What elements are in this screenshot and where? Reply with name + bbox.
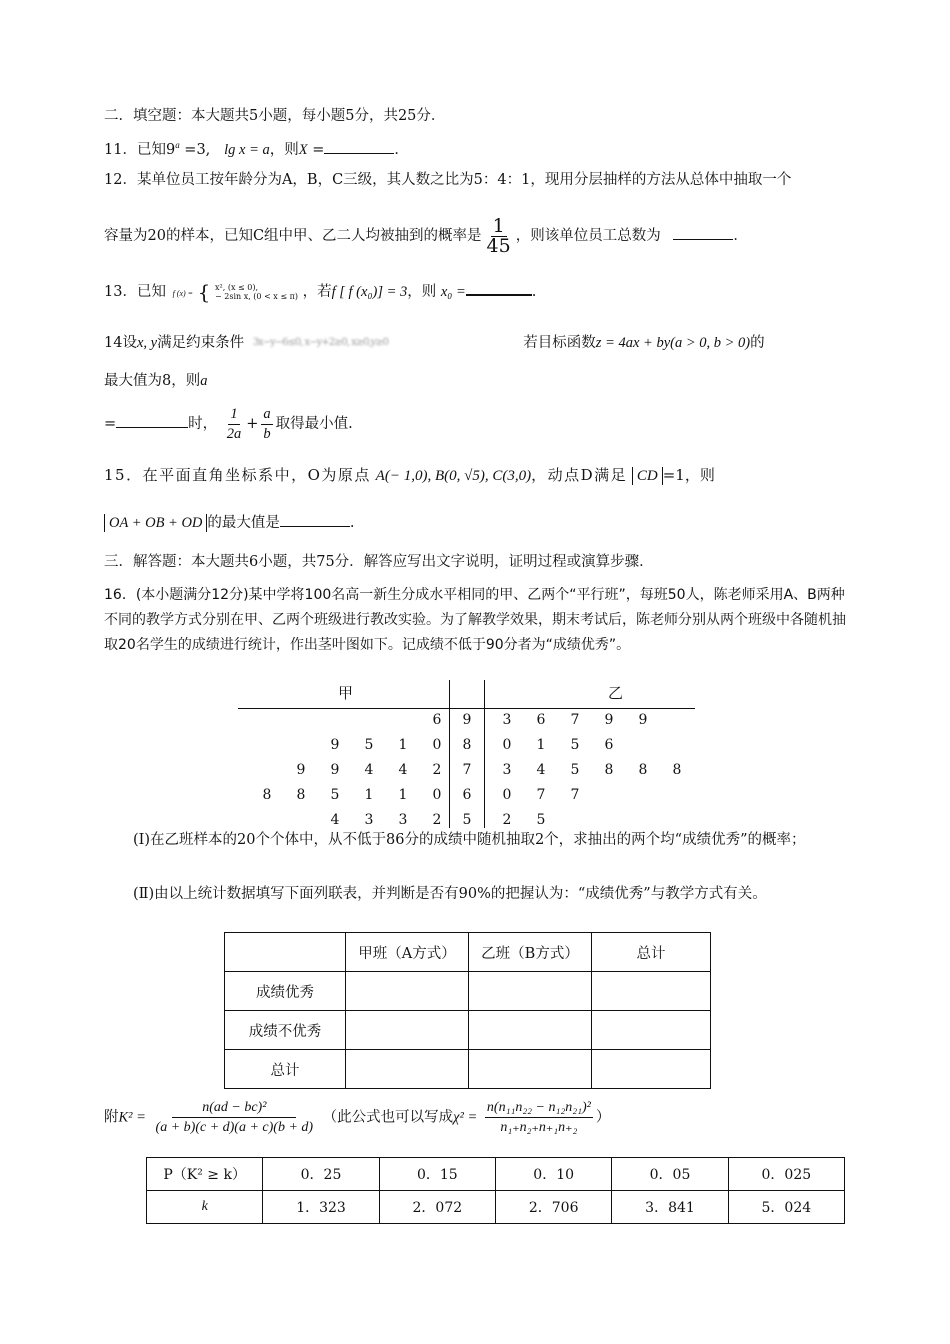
- leaf-left: 4: [330, 812, 340, 828]
- leaf-left: 8: [296, 787, 306, 803]
- question-13: 13．已知 f (x) = { x², (x ≤ 0), − 2sin x, (0 < x ≤ π) ，若f [ f (x₀)] = 3，则 x₀ = .: [104, 280, 537, 304]
- stem-value: 8: [462, 737, 472, 753]
- leaf-right: 0: [502, 737, 512, 753]
- leaf-right: 4: [536, 762, 546, 778]
- leaf-left: 5: [330, 787, 340, 803]
- answer-blank[interactable]: [280, 512, 350, 527]
- part-1: (Ⅰ)在乙班样本的20个个体中，从不低于86分的成绩中随机抽取2个，求抽出的两个均“成绩优秀”的概率；: [133, 832, 806, 848]
- leaf-left: 1: [364, 787, 374, 803]
- leaf-right: 6: [604, 737, 614, 753]
- leaf-right: 7: [570, 787, 580, 803]
- table-cell[interactable]: [469, 1050, 592, 1089]
- leaf-right: 2: [502, 812, 512, 828]
- leaf-right: 5: [536, 812, 546, 828]
- question-11: 11．已知9$^a$ =3, lg x = a，则X = ．: [104, 140, 409, 158]
- answer-blank[interactable]: [673, 225, 733, 240]
- question-12-line2: 容量为20的样本，已知C组中甲、乙二人均被抽到的概率是 $\frac{1}{45}$ ，则该单位员工总数为 ．: [104, 214, 748, 257]
- leaf-left: 1: [398, 737, 408, 753]
- leaf-left: 8: [262, 787, 272, 803]
- critical-value-table: P（K² ≥ k） 0．25 0．15 0．10 0．05 0．025 k 1．323 2．072 2．706 3．841 5．024: [146, 1157, 845, 1224]
- leaf-left: 9: [296, 762, 306, 778]
- table-cell[interactable]: [592, 1050, 711, 1089]
- table-cell[interactable]: [346, 972, 469, 1011]
- leaf-left: 5: [364, 737, 374, 753]
- answer-blank[interactable]: [116, 413, 188, 428]
- answer-blank[interactable]: [466, 280, 532, 296]
- leaf-left: 6: [432, 712, 442, 728]
- question-14-line3: = 时， $\frac{1}{2a}$ + $\frac{a}{b}$ 取得最小值.: [104, 405, 353, 442]
- table-cell[interactable]: [592, 972, 711, 1011]
- leaf-left: 0: [432, 737, 442, 753]
- leaf-right: 6: [536, 712, 546, 728]
- part-2: (Ⅱ)由以上统计数据填写下面列联表，并判断是否有90%的把握认为：“成绩优秀”与教学方式有关。: [133, 886, 767, 902]
- table-cell[interactable]: [592, 1011, 711, 1050]
- leaf-right: 7: [536, 787, 546, 803]
- table-cell[interactable]: [346, 1011, 469, 1050]
- leaf-right: 8: [672, 762, 682, 778]
- stem-value: 6: [462, 787, 472, 803]
- leaf-right: 0: [502, 787, 512, 803]
- leaf-right: 5: [570, 762, 580, 778]
- section3-heading: 三．解答题：本大题共6小题，共75分．解答应写出文字说明，证明过程或演算步骤．: [104, 554, 654, 570]
- stem-rule: [238, 708, 695, 709]
- leaf-left: 3: [364, 812, 374, 828]
- question-12-line1: 12．某单位员工按年龄分为A，B，C三级，其人数之比为5：4：1，现用分层抽样的方法从总体中抽取一个: [104, 172, 792, 188]
- stem-divider-left: [449, 680, 450, 828]
- contingency-table: 甲班（A方式） 乙班（B方式） 总计 成绩优秀 成绩不优秀 总计: [224, 932, 711, 1089]
- leaf-left: 2: [432, 762, 442, 778]
- leaf-left: 4: [364, 762, 374, 778]
- question-16-text: 16．(本小题满分12分)某中学将100名高一新生分成水平相同的甲、乙两个“平行班”，每班50人，陈老师采用A、B两种不同的教学方式分别在甲、乙两个班级进行教改实验。为了解教学效果，期末考试后，陈老师分别从两个班级中各随机抽取20名学生的成绩进行统计，作出茎叶图如下。记成绩不低于90分者为“成绩优秀”。: [104, 587, 846, 653]
- section2-heading: 二．填空题：本大题共5小题，每小题5分，共25分．: [104, 108, 446, 124]
- leaf-left: 9: [330, 762, 340, 778]
- stem-left-label: 甲: [338, 684, 354, 702]
- question-14-line2: 最大值为8，则a: [104, 373, 208, 389]
- stem-value: 5: [462, 812, 472, 828]
- table-cell[interactable]: [469, 1011, 592, 1050]
- constraint-system: 3x−y−6≤0, x−y+2≥0, x≥0,y≥0: [252, 337, 389, 348]
- leaf-left: 9: [330, 737, 340, 753]
- leaf-right: 3: [502, 762, 512, 778]
- leaf-right: 9: [604, 712, 614, 728]
- leaf-right: 9: [638, 712, 648, 728]
- answer-blank[interactable]: [324, 139, 394, 154]
- table-cell[interactable]: [346, 1050, 469, 1089]
- stem-value: 9: [462, 712, 472, 728]
- leaf-right: 1: [536, 737, 546, 753]
- leaf-right: 3: [502, 712, 512, 728]
- table-cell[interactable]: [469, 972, 592, 1011]
- leaf-left: 3: [398, 812, 408, 828]
- formula: 附K² = $\frac{\text{n(ad − bc)²}}{(a + b)(c + d)(a + c)(b + d)}$ （此公式也可以写成χ² = $\frac{\text{n(n₁₁n₂₂ − n₁₂n₂₁)²}}{\text{n₁₊n₂₊n₊₁n₊₂}}$ ）: [104, 1100, 611, 1135]
- leaf-left: 4: [398, 762, 408, 778]
- leaf-left: 1: [398, 787, 408, 803]
- question-14-line1: 14设x, y满足约束条件 3x−y−6≤0, x−y+2≥0, x≥0,y≥0 若目标函数z = 4ax + by(a > 0, b > 0)的: [104, 335, 765, 351]
- stem-right-label: 乙: [608, 684, 624, 702]
- stem-value: 7: [462, 762, 472, 778]
- question-15-line2: OA + OB + OD 的最大值是 .: [104, 512, 355, 533]
- leaf-left: 2: [432, 812, 442, 828]
- leaf-right: 8: [604, 762, 614, 778]
- stem-leaf-plot: [238, 680, 698, 830]
- leaf-right: 5: [570, 737, 580, 753]
- leaf-right: 7: [570, 712, 580, 728]
- leaf-left: 0: [432, 787, 442, 803]
- stem-divider-right: [484, 680, 485, 828]
- leaf-right: 8: [638, 762, 648, 778]
- question-15-line1: 15．在平面直角坐标系中，O为原点 A(− 1,0), B(0, √5), C(3,0)，动点D满足 CD =1，则: [104, 466, 715, 484]
